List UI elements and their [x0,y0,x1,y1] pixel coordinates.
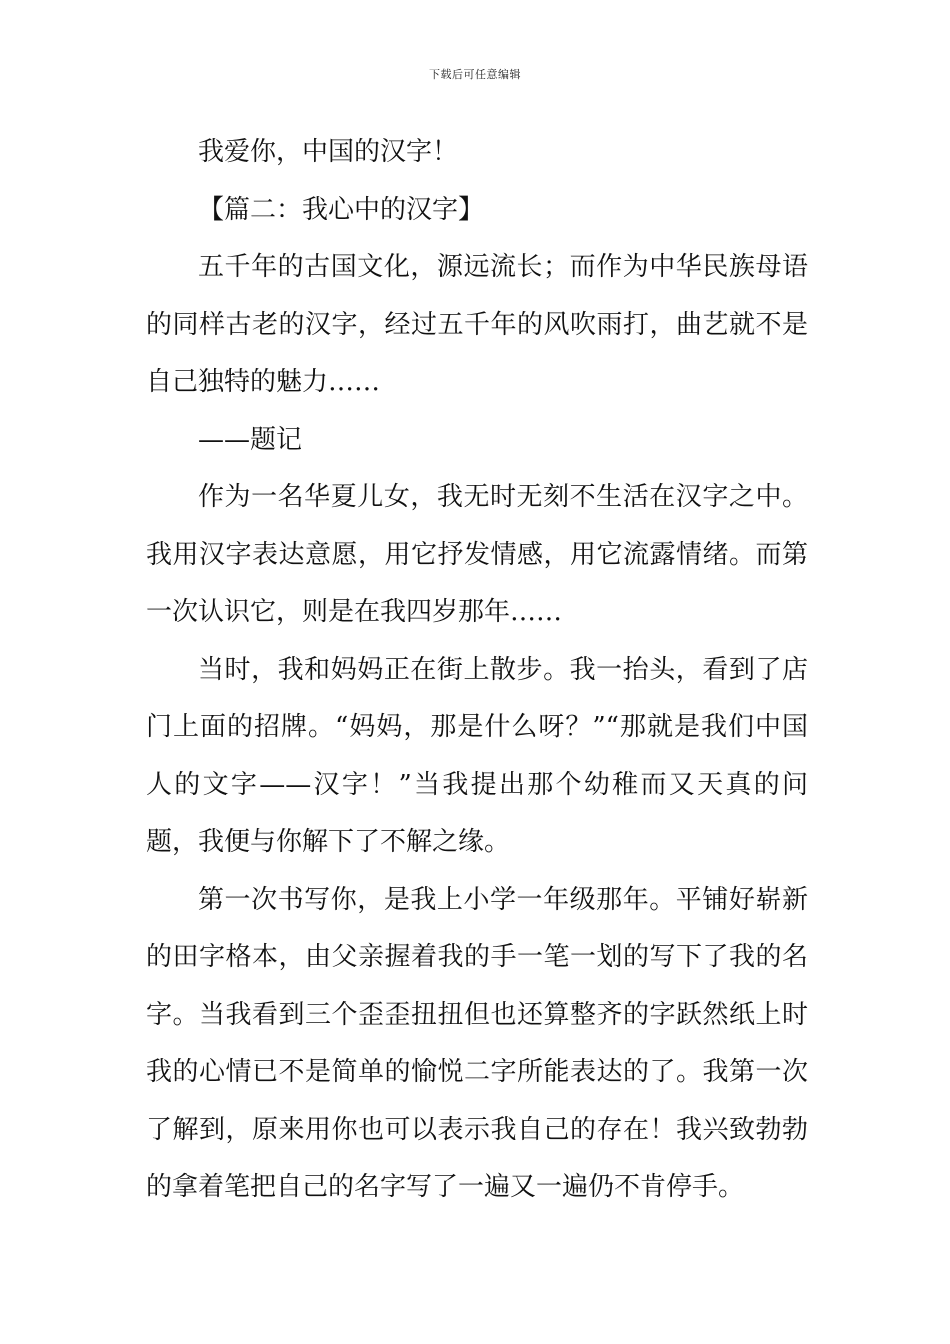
paragraph-street-walk: 当时，我和妈妈正在街上散步。我一抬头，看到了店门上面的招牌。“妈妈，那是什么呀？”“那就是我们中国人的文字——汉字！”当我提出那个幼稚而又天真的问题，我便与你解下了不解之缘。 [146,654,808,857]
paragraph-first-encounter: 作为一名华夏儿女，我无时无刻不生活在汉字之中。我用汉字表达意愿，用它抒发情感，用它流露情绪。而第一次认识它，则是在我四岁那年…… [146,482,808,627]
paragraph-epigraph-attribution: ——题记 [198,424,303,455]
section-heading: 【篇二：我心中的汉字】 [198,194,485,225]
page-header: 下载后可任意编辑 [429,68,521,81]
paragraph-first-writing: 第一次书写你，是我上小学一年级那年。平铺好崭新的田字格本，由父亲握着我的手一笔一划的写下了我的名字。当我看到三个歪歪扭扭但也还算整齐的字跃然纸上时我的心情已不是简单的愉悦二字所能表达的了。我第一次了解到，原来用你也可以表示我自己的存在！我兴致勃勃的拿着笔把自己的名字写了一遍又一遍仍不肯停手。 [146,884,808,1202]
document-body [146,124,808,1217]
paragraph-intro: 五千年的古国文化，源远流长；而作为中华民族母语的同样古老的汉字，经过五千年的风吹雨打，曲艺就不是自己独特的魅力…… [146,252,808,397]
paragraph-closing-line: 我爱你，中国的汉字！ [198,137,459,167]
